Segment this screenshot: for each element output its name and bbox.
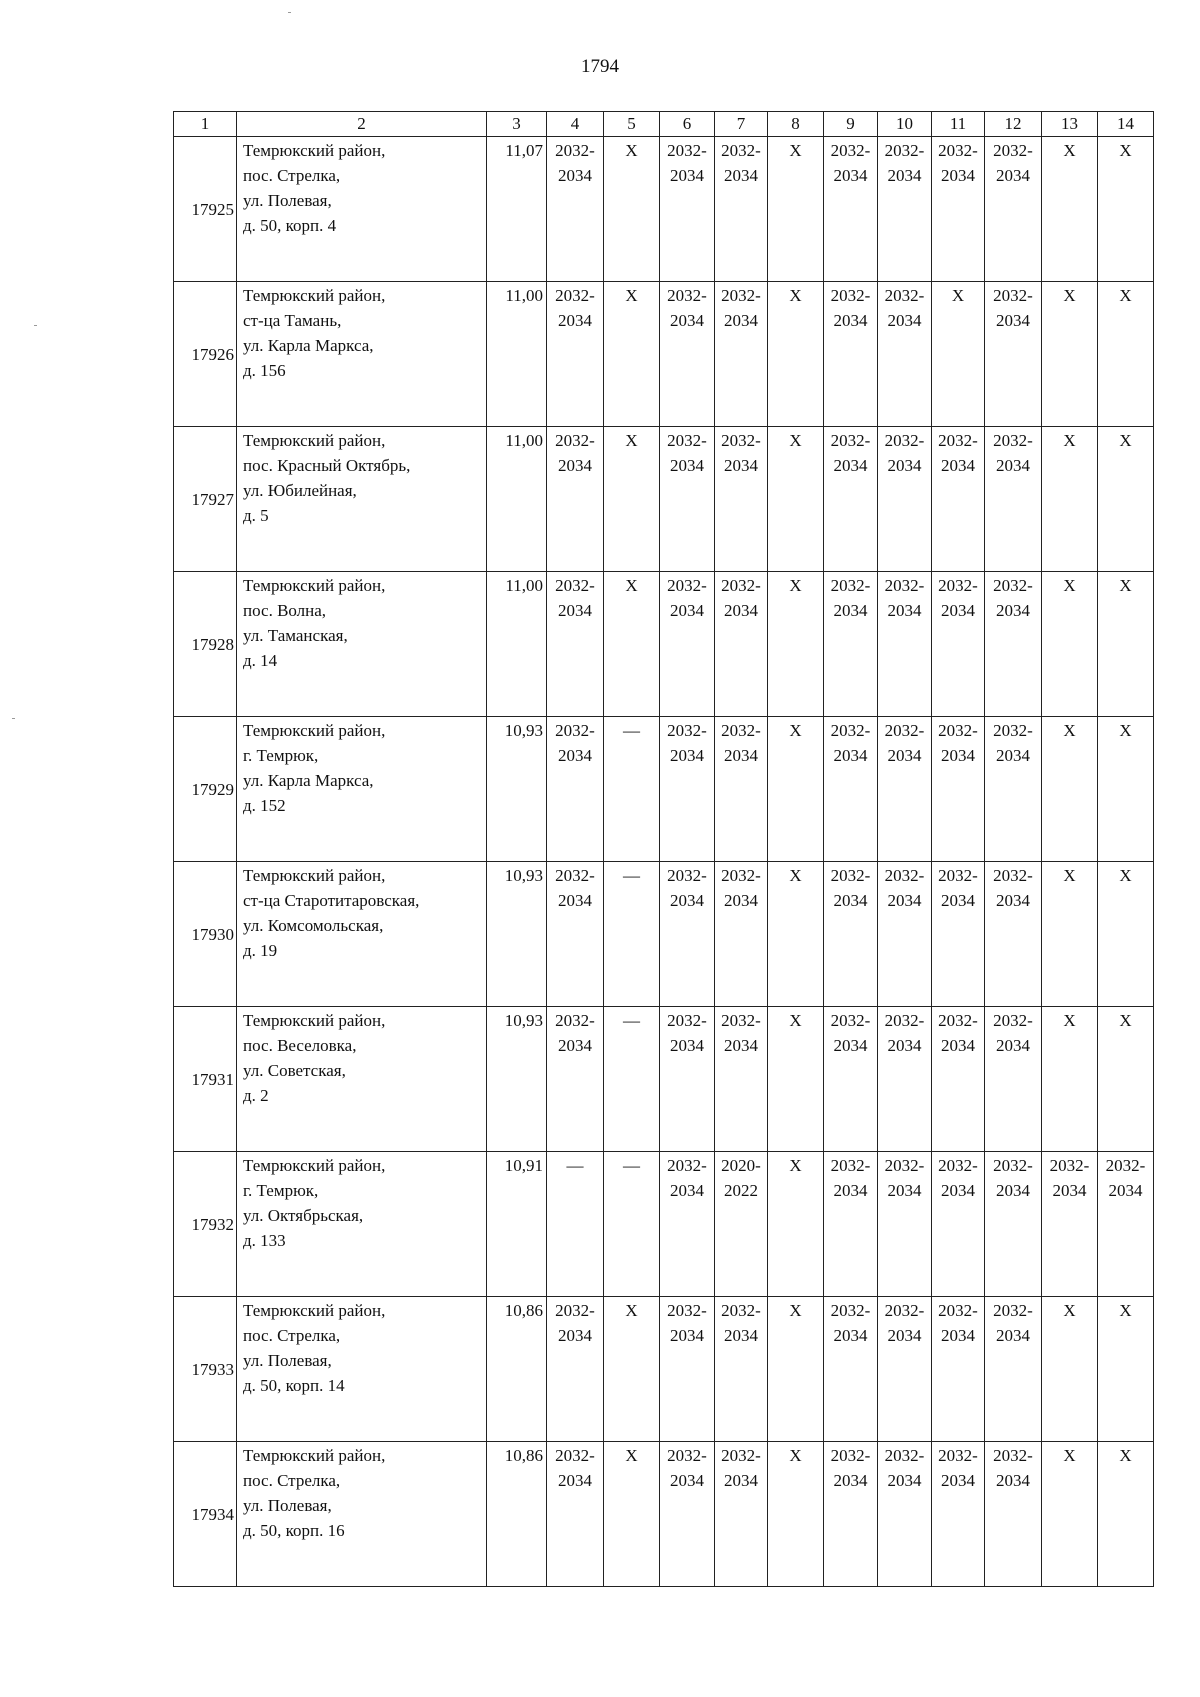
period-cell-col-8: X <box>768 1297 824 1442</box>
period-cell-col-12: 2032- 2034 <box>985 717 1042 862</box>
building-address: Темрюкский район, ст-ца Тамань, ул. Карла Маркса, д. 156 <box>237 282 487 427</box>
period-cell-col-12: 2032- 2034 <box>985 1297 1042 1442</box>
period-cell-col-11: 2032- 2034 <box>932 572 985 717</box>
period-cell-col-11: 2032- 2034 <box>932 717 985 862</box>
record-number: 17933 <box>174 1297 237 1442</box>
building-address: Темрюкский район, пос. Стрелка, ул. Полевая, д. 50, корп. 4 <box>237 137 487 282</box>
period-cell-col-11: 2032- 2034 <box>932 427 985 572</box>
period-cell-col-12: 2032- 2034 <box>985 862 1042 1007</box>
record-number: 17929 <box>174 717 237 862</box>
table-row <box>174 572 1154 717</box>
period-cell-col-11: 2032- 2034 <box>932 137 985 282</box>
column-header-1: 1 <box>174 112 237 137</box>
period-cell-col-12: 2032- 2034 <box>985 1442 1042 1587</box>
building-address: Темрюкский район, пос. Волна, ул. Таманская, д. 14 <box>237 572 487 717</box>
period-cell-col-4: — <box>547 1152 604 1297</box>
period-cell-col-10: 2032- 2034 <box>878 717 932 862</box>
period-cell-col-12: 2032- 2034 <box>985 427 1042 572</box>
building-address: Темрюкский район, ст-ца Старотитаровская, ул. Комсомольская, д. 19 <box>237 862 487 1007</box>
period-cell-col-14: X <box>1098 572 1154 717</box>
period-cell-col-4: 2032- 2034 <box>547 572 604 717</box>
table-row <box>174 427 1154 572</box>
period-cell-col-10: 2032- 2034 <box>878 1297 932 1442</box>
period-cell-col-4: 2032- 2034 <box>547 427 604 572</box>
scan-speck <box>12 718 15 719</box>
period-cell-col-4: 2032- 2034 <box>547 1297 604 1442</box>
period-cell-col-13: X <box>1042 137 1098 282</box>
period-cell-col-11: 2032- 2034 <box>932 1297 985 1442</box>
period-cell-col-6: 2032- 2034 <box>660 862 715 1007</box>
column-header-6: 6 <box>660 112 715 137</box>
priority-value: 10,93 <box>487 862 547 1007</box>
period-cell-col-11: 2032- 2034 <box>932 1152 985 1297</box>
period-cell-col-13: X <box>1042 1007 1098 1152</box>
column-header-4: 4 <box>547 112 604 137</box>
period-cell-col-8: X <box>768 1442 824 1587</box>
table-row <box>174 717 1154 862</box>
record-number: 17932 <box>174 1152 237 1297</box>
period-cell-col-13: X <box>1042 1297 1098 1442</box>
period-cell-col-8: X <box>768 427 824 572</box>
period-cell-col-14: X <box>1098 427 1154 572</box>
priority-value: 11,07 <box>487 137 547 282</box>
period-cell-col-4: 2032- 2034 <box>547 282 604 427</box>
column-header-8: 8 <box>768 112 824 137</box>
period-cell-col-11: 2032- 2034 <box>932 862 985 1007</box>
period-cell-col-9: 2032- 2034 <box>824 862 878 1007</box>
period-cell-col-13: X <box>1042 862 1098 1007</box>
period-cell-col-13: X <box>1042 572 1098 717</box>
table-row <box>174 282 1154 427</box>
period-cell-col-10: 2032- 2034 <box>878 1152 932 1297</box>
period-cell-col-9: 2032- 2034 <box>824 1442 878 1587</box>
period-cell-col-5: X <box>604 1442 660 1587</box>
period-cell-col-8: X <box>768 862 824 1007</box>
period-cell-col-7: 2032- 2034 <box>715 717 768 862</box>
period-cell-col-14: X <box>1098 137 1154 282</box>
period-cell-col-8: X <box>768 137 824 282</box>
period-cell-col-5: X <box>604 427 660 572</box>
period-cell-col-6: 2032- 2034 <box>660 1442 715 1587</box>
period-cell-col-4: 2032- 2034 <box>547 1442 604 1587</box>
scan-speck <box>288 12 291 13</box>
period-cell-col-9: 2032- 2034 <box>824 1297 878 1442</box>
building-address: Темрюкский район, пос. Стрелка, ул. Полевая, д. 50, корп. 14 <box>237 1297 487 1442</box>
record-number: 17930 <box>174 862 237 1007</box>
period-cell-col-14: X <box>1098 862 1154 1007</box>
record-number: 17925 <box>174 137 237 282</box>
table-row <box>174 1297 1154 1442</box>
period-cell-col-4: 2032- 2034 <box>547 717 604 862</box>
column-header-9: 9 <box>824 112 878 137</box>
period-cell-col-14: 2032- 2034 <box>1098 1152 1154 1297</box>
period-cell-col-12: 2032- 2034 <box>985 1152 1042 1297</box>
column-header-13: 13 <box>1042 112 1098 137</box>
period-cell-col-14: X <box>1098 282 1154 427</box>
period-cell-col-9: 2032- 2034 <box>824 427 878 572</box>
period-cell-col-5: — <box>604 1007 660 1152</box>
period-cell-col-12: 2032- 2034 <box>985 572 1042 717</box>
table-row <box>174 137 1154 282</box>
record-number: 17931 <box>174 1007 237 1152</box>
period-cell-col-12: 2032- 2034 <box>985 137 1042 282</box>
column-header-14: 14 <box>1098 112 1154 137</box>
column-header-2: 2 <box>237 112 487 137</box>
housing-registry-table <box>173 111 1154 1587</box>
period-cell-col-6: 2032- 2034 <box>660 572 715 717</box>
period-cell-col-4: 2032- 2034 <box>547 1007 604 1152</box>
column-header-11: 11 <box>932 112 985 137</box>
priority-value: 11,00 <box>487 427 547 572</box>
period-cell-col-4: 2032- 2034 <box>547 137 604 282</box>
period-cell-col-10: 2032- 2034 <box>878 1007 932 1152</box>
period-cell-col-13: X <box>1042 282 1098 427</box>
period-cell-col-10: 2032- 2034 <box>878 572 932 717</box>
period-cell-col-8: X <box>768 282 824 427</box>
period-cell-col-12: 2032- 2034 <box>985 282 1042 427</box>
period-cell-col-7: 2032- 2034 <box>715 1297 768 1442</box>
scan-speck <box>34 325 37 326</box>
period-cell-col-6: 2032- 2034 <box>660 1152 715 1297</box>
period-cell-col-13: X <box>1042 717 1098 862</box>
record-number: 17928 <box>174 572 237 717</box>
period-cell-col-6: 2032- 2034 <box>660 717 715 862</box>
period-cell-col-10: 2032- 2034 <box>878 282 932 427</box>
priority-value: 10,93 <box>487 1007 547 1152</box>
period-cell-col-6: 2032- 2034 <box>660 1007 715 1152</box>
priority-value: 10,86 <box>487 1297 547 1442</box>
column-header-12: 12 <box>985 112 1042 137</box>
building-address: Темрюкский район, пос. Стрелка, ул. Полевая, д. 50, корп. 16 <box>237 1442 487 1587</box>
period-cell-col-11: 2032- 2034 <box>932 1442 985 1587</box>
building-address: Темрюкский район, пос. Красный Октябрь, ул. Юбилейная, д. 5 <box>237 427 487 572</box>
table-row <box>174 1442 1154 1587</box>
period-cell-col-7: 2032- 2034 <box>715 137 768 282</box>
period-cell-col-7: 2032- 2034 <box>715 282 768 427</box>
period-cell-col-10: 2032- 2034 <box>878 427 932 572</box>
period-cell-col-5: — <box>604 717 660 862</box>
priority-value: 11,00 <box>487 282 547 427</box>
column-header-5: 5 <box>604 112 660 137</box>
period-cell-col-5: X <box>604 137 660 282</box>
building-address: Темрюкский район, пос. Веселовка, ул. Советская, д. 2 <box>237 1007 487 1152</box>
period-cell-col-8: X <box>768 572 824 717</box>
period-cell-col-14: X <box>1098 1442 1154 1587</box>
period-cell-col-13: 2032- 2034 <box>1042 1152 1098 1297</box>
period-cell-col-6: 2032- 2034 <box>660 137 715 282</box>
period-cell-col-10: 2032- 2034 <box>878 1442 932 1587</box>
period-cell-col-8: X <box>768 1007 824 1152</box>
table-row <box>174 1007 1154 1152</box>
period-cell-col-8: X <box>768 717 824 862</box>
period-cell-col-11: X <box>932 282 985 427</box>
priority-value: 10,93 <box>487 717 547 862</box>
period-cell-col-10: 2032- 2034 <box>878 862 932 1007</box>
period-cell-col-4: 2032- 2034 <box>547 862 604 1007</box>
record-number: 17927 <box>174 427 237 572</box>
period-cell-col-7: 2032- 2034 <box>715 862 768 1007</box>
period-cell-col-5: — <box>604 862 660 1007</box>
priority-value: 10,86 <box>487 1442 547 1587</box>
table-body <box>174 137 1154 1587</box>
record-number: 17926 <box>174 282 237 427</box>
building-address: Темрюкский район, г. Темрюк, ул. Карла Маркса, д. 152 <box>237 717 487 862</box>
header-row <box>174 112 1154 137</box>
period-cell-col-6: 2032- 2034 <box>660 282 715 427</box>
period-cell-col-13: X <box>1042 1442 1098 1587</box>
period-cell-col-12: 2032- 2034 <box>985 1007 1042 1152</box>
period-cell-col-5: X <box>604 1297 660 1442</box>
period-cell-col-5: X <box>604 282 660 427</box>
period-cell-col-14: X <box>1098 717 1154 862</box>
period-cell-col-14: X <box>1098 1297 1154 1442</box>
period-cell-col-9: 2032- 2034 <box>824 1152 878 1297</box>
column-header-3: 3 <box>487 112 547 137</box>
period-cell-col-13: X <box>1042 427 1098 572</box>
period-cell-col-8: X <box>768 1152 824 1297</box>
column-header-7: 7 <box>715 112 768 137</box>
table-row <box>174 862 1154 1007</box>
period-cell-col-9: 2032- 2034 <box>824 717 878 862</box>
page-number: 1794 <box>581 56 619 77</box>
period-cell-col-6: 2032- 2034 <box>660 427 715 572</box>
period-cell-col-10: 2032- 2034 <box>878 137 932 282</box>
column-header-10: 10 <box>878 112 932 137</box>
period-cell-col-14: X <box>1098 1007 1154 1152</box>
period-cell-col-5: X <box>604 572 660 717</box>
period-cell-col-7: 2020- 2022 <box>715 1152 768 1297</box>
period-cell-col-6: 2032- 2034 <box>660 1297 715 1442</box>
period-cell-col-9: 2032- 2034 <box>824 572 878 717</box>
period-cell-col-5: — <box>604 1152 660 1297</box>
period-cell-col-9: 2032- 2034 <box>824 1007 878 1152</box>
period-cell-col-7: 2032- 2034 <box>715 572 768 717</box>
period-cell-col-7: 2032- 2034 <box>715 427 768 572</box>
table-row <box>174 1152 1154 1297</box>
building-address: Темрюкский район, г. Темрюк, ул. Октябрьская, д. 133 <box>237 1152 487 1297</box>
period-cell-col-9: 2032- 2034 <box>824 137 878 282</box>
period-cell-col-7: 2032- 2034 <box>715 1442 768 1587</box>
priority-value: 10,91 <box>487 1152 547 1297</box>
period-cell-col-7: 2032- 2034 <box>715 1007 768 1152</box>
priority-value: 11,00 <box>487 572 547 717</box>
period-cell-col-11: 2032- 2034 <box>932 1007 985 1152</box>
record-number: 17934 <box>174 1442 237 1587</box>
period-cell-col-9: 2032- 2034 <box>824 282 878 427</box>
